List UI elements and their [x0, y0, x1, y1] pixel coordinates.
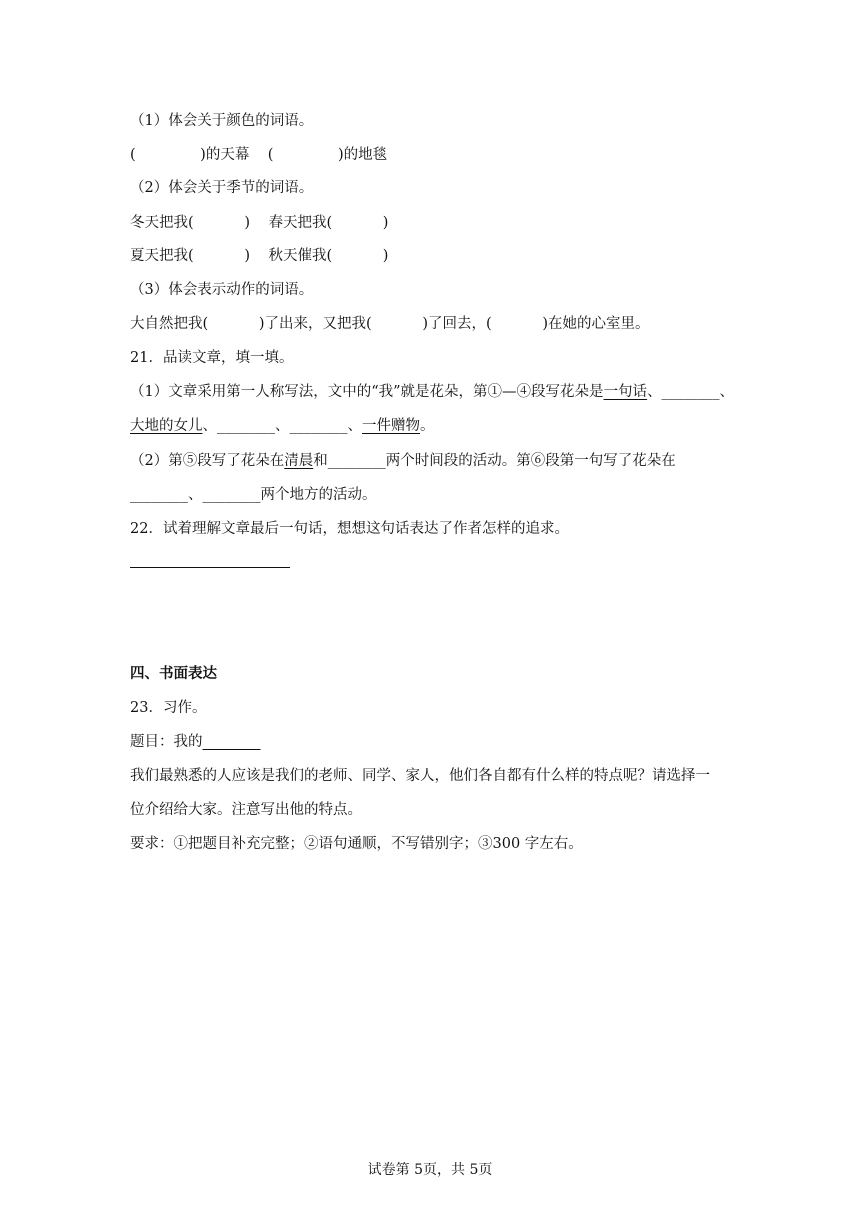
q22-title: 22．试着理解文章最后一句话，想想这句话表达了作者怎样的追求。: [130, 521, 569, 537]
q21-part2-rest: 和________两个时间段的活动。第⑥段第一句写了花朵在: [313, 453, 676, 469]
page-footer: 试卷第 5页，共 5页: [367, 1162, 493, 1178]
q20-sub2-prompt: （2）体会关于季节的词语。: [130, 180, 314, 196]
q21-part1-line1: [130, 382, 734, 402]
q21-part1-text: （1）文章采用第一人称写法，文中的“我”就是花朵，第①—④段写花朵是: [130, 384, 604, 400]
q20-sub3-prompt: （3）体会表示动作的词语。: [130, 282, 314, 298]
section4-heading: 四、书面表达: [130, 665, 217, 682]
q23-body-line1: 我们最熟悉的人应该是我们的老师、同学、家人，他们各自都有什么样的特点呢？请选择一: [130, 768, 710, 784]
q20-sub2-line2: 夏天把我( ) 秋天催我( ): [130, 248, 389, 264]
q23-topic-label: 题目：我的: [130, 734, 203, 750]
q21-underlined-phrase-2: 大地的女儿: [130, 418, 203, 434]
q21-title: 21．品读文章，填一填。: [130, 350, 294, 366]
q23-requirements: 要求：①把题目补充完整；②语句通顺，不写错别字；③300 字左右。: [130, 836, 583, 852]
q21-part2-line1: [130, 451, 676, 471]
q22-answer-line: [130, 567, 290, 568]
q20-sub1-prompt: （1）体会关于颜色的词语。: [130, 113, 314, 129]
q20-sub1-blanks: ( )的天幕 ( )的地毯: [130, 147, 388, 163]
q21-period: 。: [420, 418, 435, 434]
q21-underlined-phrase-1: 一句话: [603, 384, 648, 400]
q20-sub2-line1: 冬天把我( ) 春天把我( ): [130, 215, 389, 231]
q21-blank-1: 、________、: [647, 384, 735, 400]
q21-blanks-2: 、________、________、: [202, 418, 362, 434]
q23-body-line2: 位介绍给大家。注意写出他的特点。: [130, 802, 362, 818]
q21-part1-line2: [130, 416, 435, 436]
q21-part2-line2: ________、________两个地方的活动。: [130, 487, 377, 503]
q21-part2-text: （2）第⑤段写了花朵在: [130, 453, 285, 469]
q23-title: 23．习作。: [130, 700, 207, 716]
q23-topic-blank: ________: [202, 734, 261, 750]
q21-underlined-phrase-4: 清晨: [284, 453, 314, 469]
q20-sub3-line: 大自然把我( )了出来，又把我( )了回去，( )在她的心室里。: [130, 316, 650, 332]
q23-topic: [130, 732, 261, 752]
q21-underlined-phrase-3: 一件赠物: [362, 418, 420, 434]
